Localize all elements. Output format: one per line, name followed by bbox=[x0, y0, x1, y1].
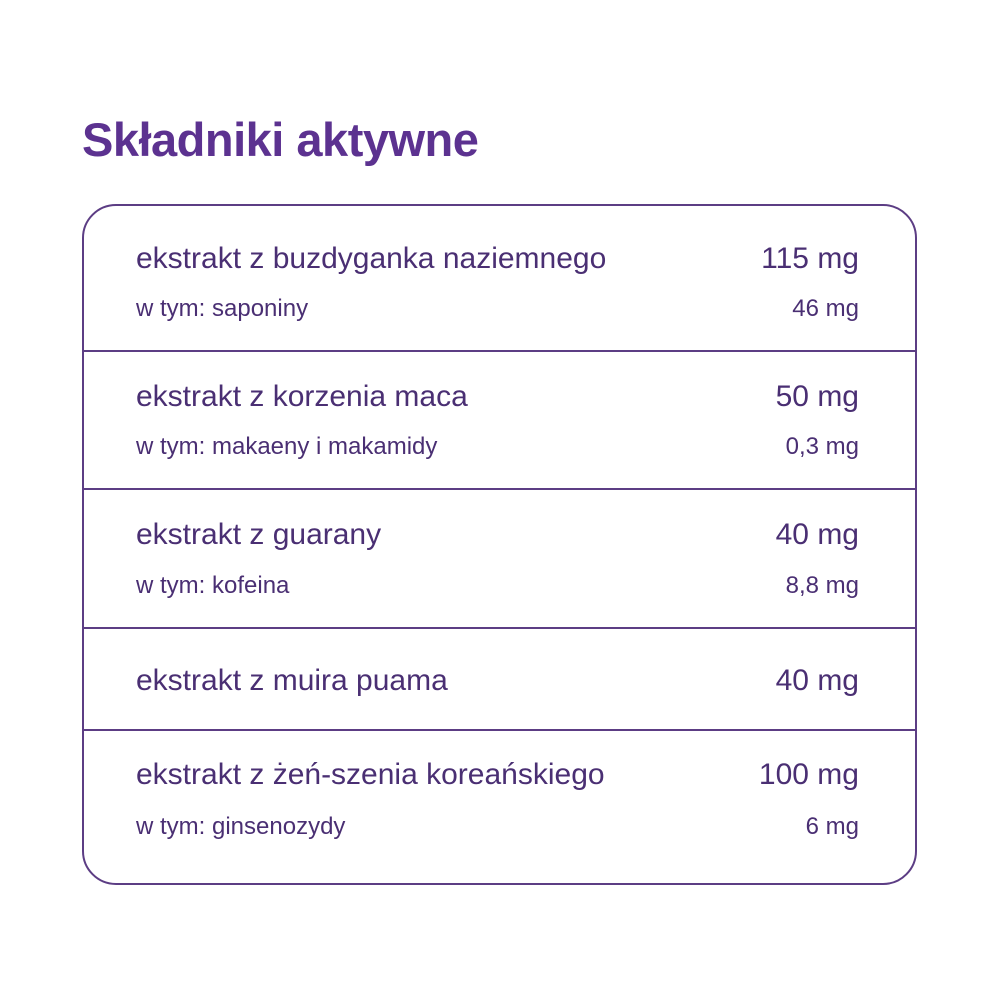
ingredient-amount: 40 mg bbox=[775, 664, 859, 697]
ingredient-sub-name: w tym: kofeina bbox=[136, 572, 290, 599]
ingredient-sub-name: w tym: ginsenozydy bbox=[136, 813, 346, 840]
ingredient-row bbox=[84, 206, 915, 352]
ingredient-name: ekstrakt z korzenia maca bbox=[136, 380, 468, 413]
ingredient-row bbox=[84, 490, 915, 629]
ingredient-name: ekstrakt z żeń-szenia koreańskiego bbox=[136, 758, 605, 791]
ingredient-sub-name: w tym: saponiny bbox=[136, 295, 309, 322]
ingredient-name: ekstrakt z buzdyganka naziemnego bbox=[136, 242, 607, 275]
ingredient-row bbox=[84, 629, 915, 731]
ingredient-sub-amount: 8,8 mg bbox=[785, 572, 859, 599]
ingredient-name: ekstrakt z muira puama bbox=[136, 664, 448, 697]
ingredient-sub-amount: 46 mg bbox=[792, 295, 859, 322]
ingredient-row bbox=[84, 352, 915, 490]
page-title: Składniki aktywne bbox=[82, 113, 479, 166]
ingredient-sub-amount: 0,3 mg bbox=[785, 433, 859, 460]
ingredient-amount: 50 mg bbox=[775, 380, 859, 413]
ingredient-amount: 100 mg bbox=[758, 758, 859, 791]
ingredient-amount: 40 mg bbox=[775, 518, 859, 551]
ingredient-name: ekstrakt z guarany bbox=[136, 518, 382, 551]
ingredients-table bbox=[82, 204, 917, 885]
ingredient-amount: 115 mg bbox=[761, 242, 859, 275]
ingredient-row bbox=[84, 731, 915, 885]
ingredient-sub-amount: 6 mg bbox=[805, 813, 859, 840]
ingredient-sub-name: w tym: makaeny i makamidy bbox=[136, 433, 438, 460]
